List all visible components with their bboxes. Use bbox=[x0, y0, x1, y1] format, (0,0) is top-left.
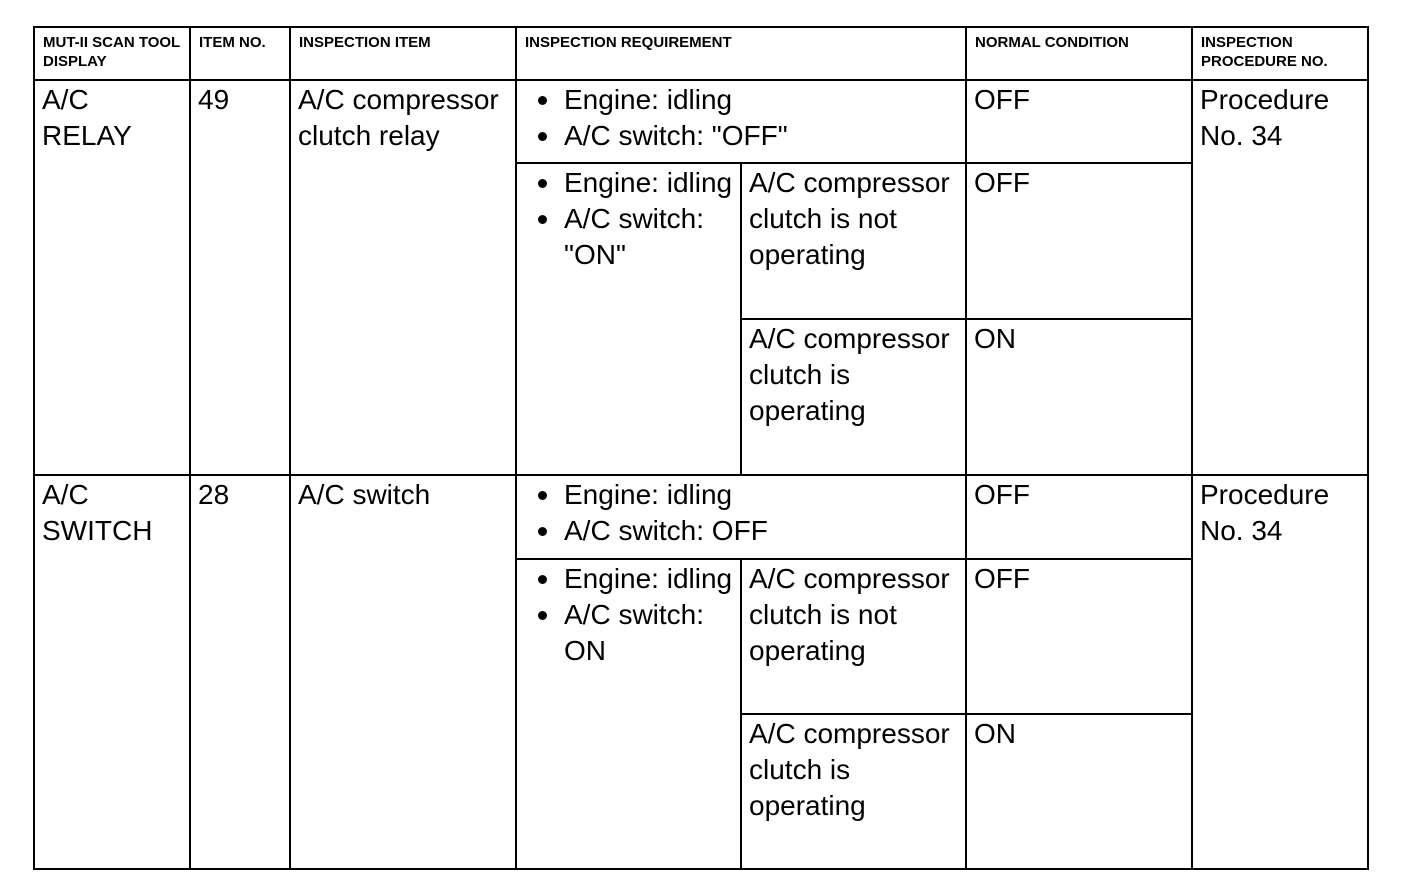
normal-condition-cell: OFF bbox=[966, 80, 1192, 163]
clutch-condition-cell: A/C compressor clutch is not operating bbox=[741, 163, 966, 319]
requirement-list bbox=[524, 82, 959, 154]
header-item-no: ITEM NO. bbox=[190, 27, 290, 80]
header-row bbox=[34, 27, 1368, 80]
item-no-cell: 49 bbox=[190, 80, 290, 475]
header-inspection-item: INSPECTION ITEM bbox=[290, 27, 516, 80]
clutch-condition-cell: A/C compressor clutch is operating bbox=[741, 319, 966, 475]
table-row bbox=[34, 475, 1368, 559]
list-item: A/C switch: "ON" bbox=[524, 201, 734, 273]
normal-condition-cell: ON bbox=[966, 714, 1192, 869]
list-item: Engine: idling bbox=[524, 561, 734, 597]
table-row bbox=[34, 80, 1368, 163]
list-item: A/C switch: OFF bbox=[524, 513, 959, 549]
list-item: Engine: idling bbox=[524, 477, 959, 513]
header-display: MUT-II SCAN TOOL DISPLAY bbox=[34, 27, 190, 80]
requirement-cell bbox=[516, 80, 966, 163]
header-inspection-requirement: INSPECTION REQUIREMENT bbox=[516, 27, 966, 80]
clutch-condition-cell: A/C compressor clutch is operating bbox=[741, 714, 966, 869]
procedure-cell: Procedure No. 34 bbox=[1192, 475, 1368, 869]
requirement-cell bbox=[516, 559, 741, 869]
requirement-cell bbox=[516, 163, 741, 475]
list-item: Engine: idling bbox=[524, 165, 734, 201]
list-item: Engine: idling bbox=[524, 82, 959, 118]
list-item: A/C switch: "OFF" bbox=[524, 118, 959, 154]
normal-condition-cell: OFF bbox=[966, 559, 1192, 714]
inspection-table bbox=[33, 26, 1369, 870]
inspection-item-cell: A/C switch bbox=[290, 475, 516, 869]
procedure-cell: Procedure No. 34 bbox=[1192, 80, 1368, 475]
normal-condition-cell: OFF bbox=[966, 163, 1192, 319]
display-cell: A/C SWITCH bbox=[34, 475, 190, 869]
requirement-list bbox=[524, 561, 734, 669]
inspection-item-cell: A/C compressor clutch relay bbox=[290, 80, 516, 475]
requirement-list bbox=[524, 165, 734, 273]
item-no-cell: 28 bbox=[190, 475, 290, 869]
normal-condition-cell: OFF bbox=[966, 475, 1192, 559]
header-procedure-no: INSPECTION PROCEDURE NO. bbox=[1192, 27, 1368, 80]
list-item: A/C switch: ON bbox=[524, 597, 734, 669]
clutch-condition-cell: A/C compressor clutch is not operating bbox=[741, 559, 966, 714]
display-cell: A/C RELAY bbox=[34, 80, 190, 475]
requirement-list bbox=[524, 477, 959, 549]
normal-condition-cell: ON bbox=[966, 319, 1192, 475]
requirement-cell bbox=[516, 475, 966, 559]
header-normal-condition: NORMAL CONDITION bbox=[966, 27, 1192, 80]
